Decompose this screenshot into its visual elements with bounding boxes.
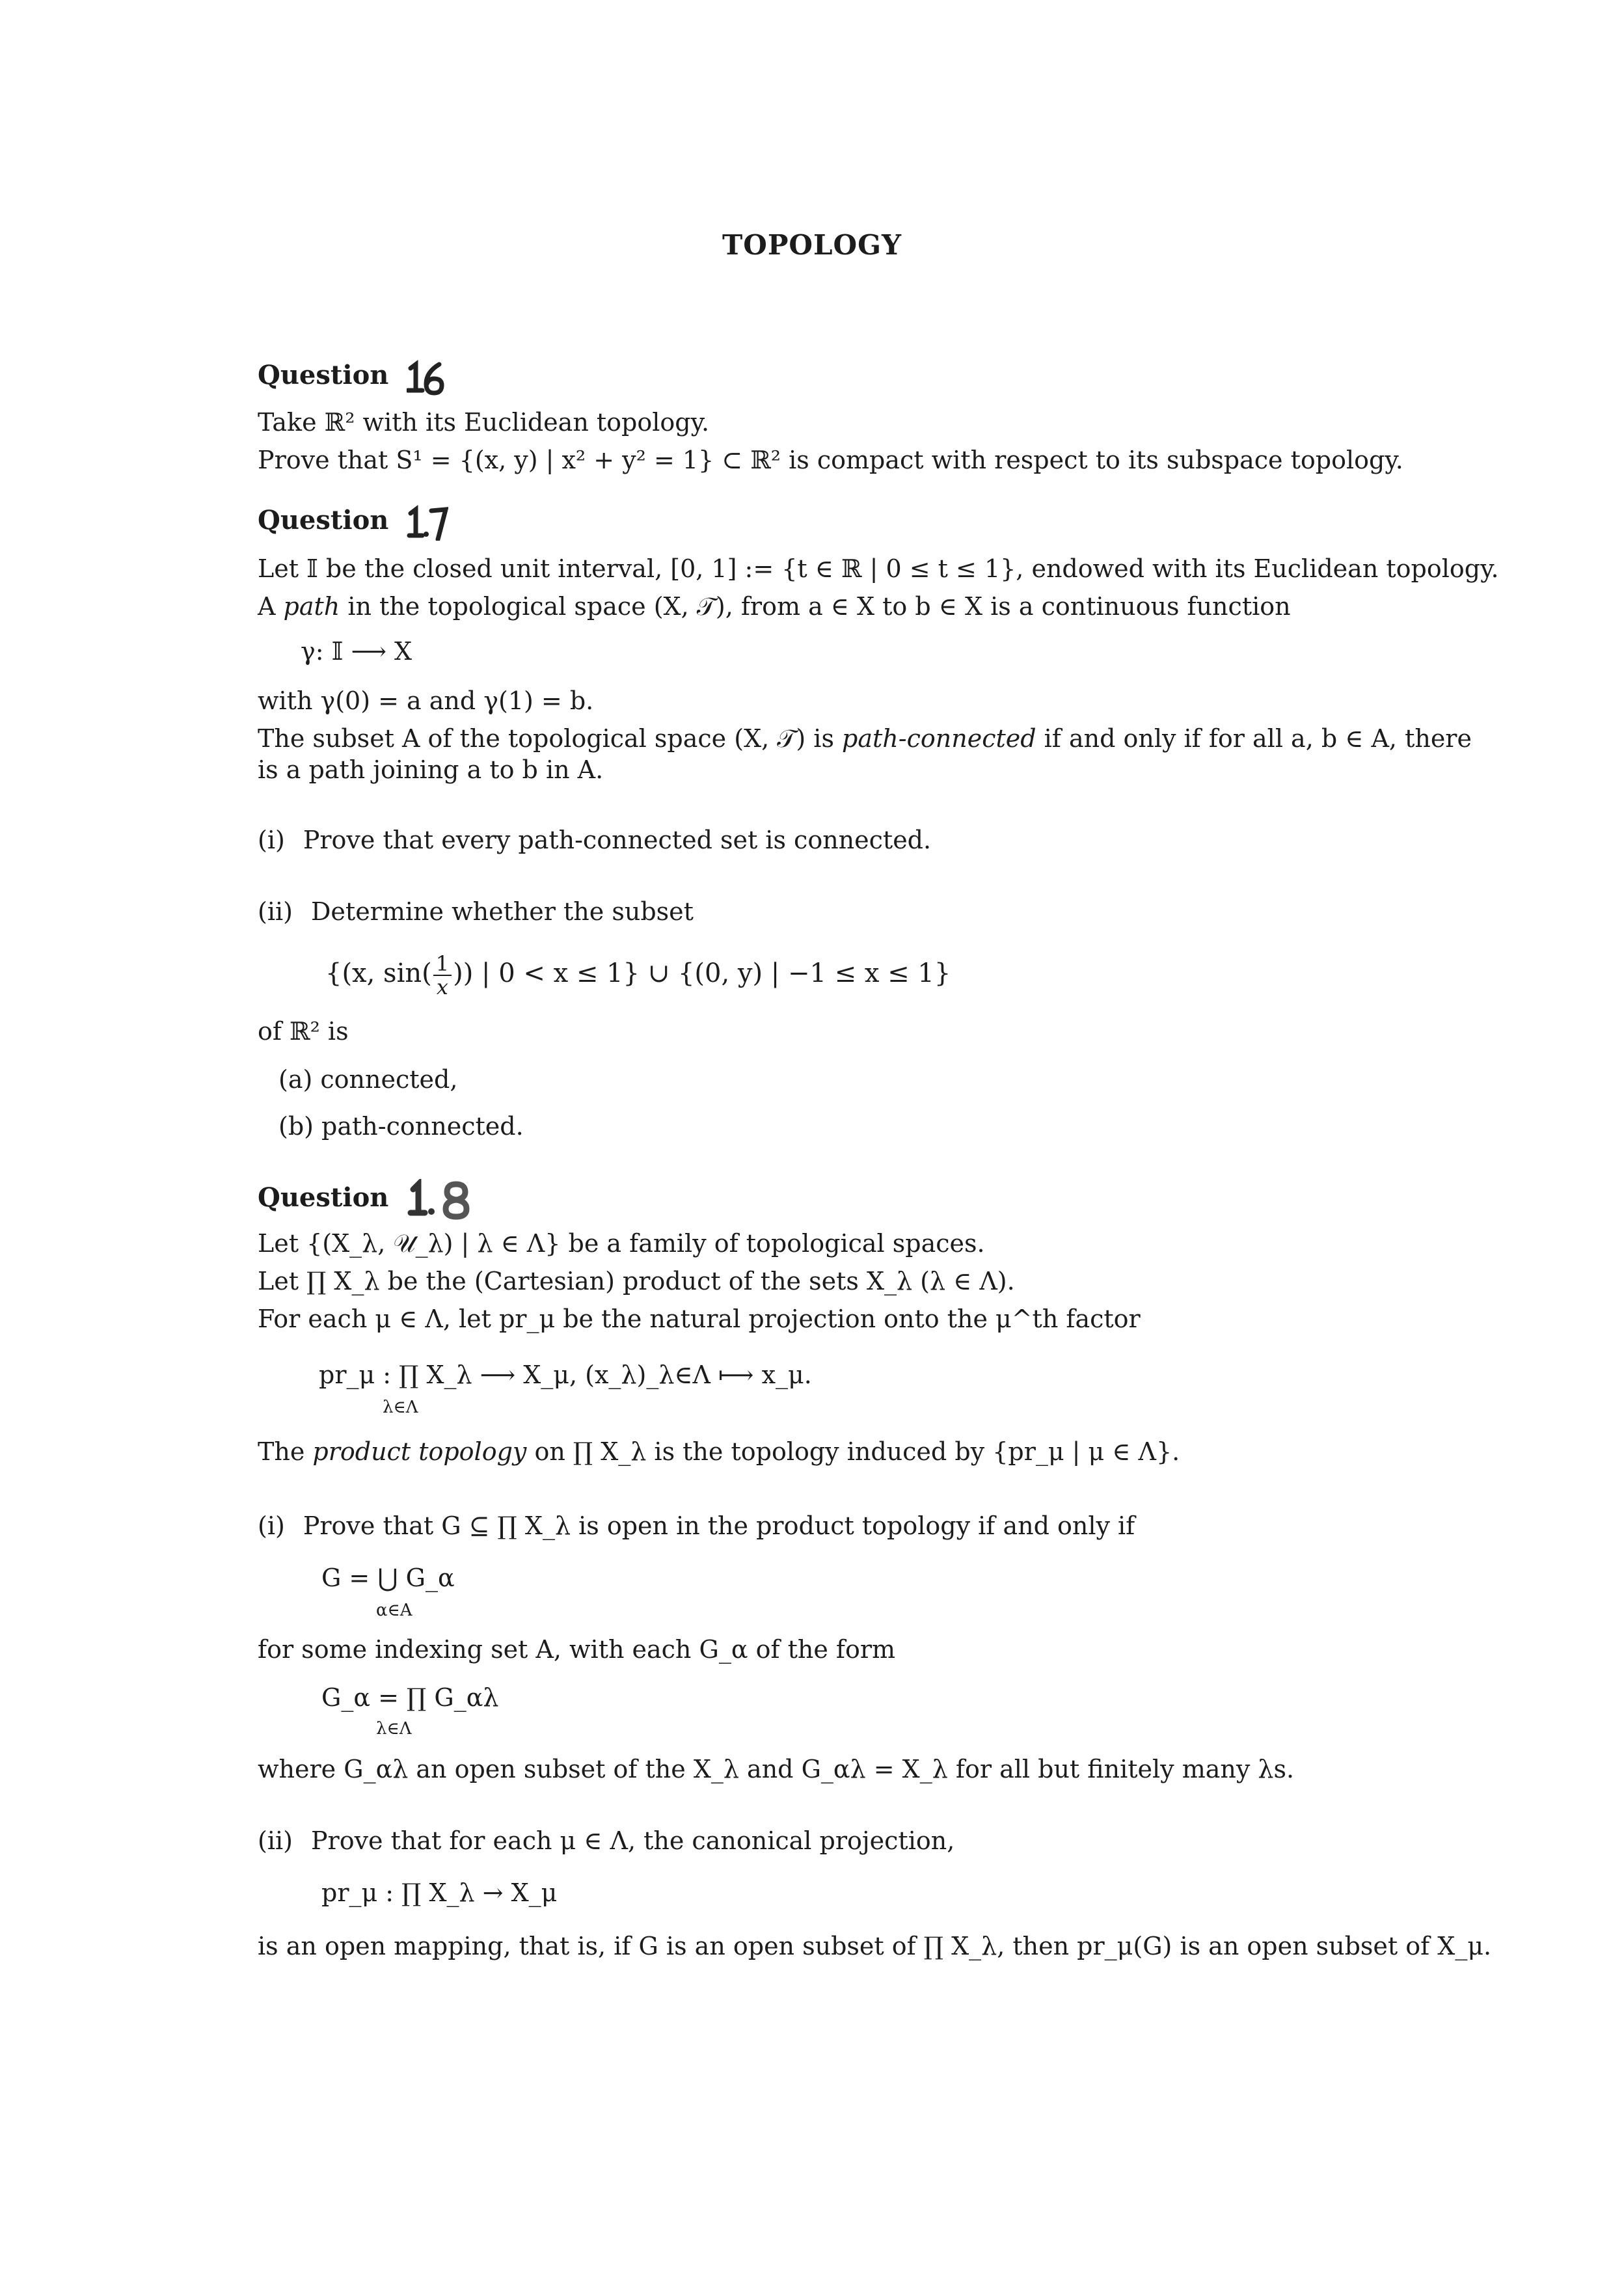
q17-line-4: is a path joining a to b in A. [258,755,604,784]
question-label: Question [258,505,389,535]
q18-where-line: where G_αλ an open subset of the X_λ and G_αλ = X_λ for all but finitely many λs. [258,1755,1295,1783]
q18-line-1: Let {(X_λ, 𝒰_λ) | λ ∈ Λ} be a family of topological spaces. [258,1229,985,1258]
q17-part-ii: (ii) Determine whether the subset [258,897,694,926]
q17-with-line: with γ(0) = a and γ(1) = b. [258,686,594,715]
q17-set-display: {(x, sin( $\frac{1}{x}$ )) | 0 < x ≤ 1} ∪ {(0, y) | −1 ≤ x ≤ 1} [325,951,951,999]
q17-sub-a: (a) connected, [278,1065,458,1094]
q18-union-subscript: α∈A [376,1601,413,1620]
question-label: Question [258,1182,389,1213]
q16-line-2: Prove that S¹ = {(x, y) | x² + y² = 1} ⊂ ℝ² is compact with respect to its subspace topology. [258,446,1403,474]
q17-line-3: The subset A of the topological space (X, 𝒯) is path-connected if and only if for all a, b ∈ A, there [258,724,1472,753]
q18-product-topology: The product topology on ∏ X_λ is the topology induced by {pr_μ | μ ∈ Λ}. [258,1437,1180,1466]
handwritten-number-18 [407,1179,485,1221]
handwritten-number-16 [407,359,446,396]
q18-line-3: For each μ ∈ Λ, let pr_μ be the natural projection onto the μ^th factor [258,1305,1141,1333]
q18-projection-subscript: λ∈Λ [383,1398,418,1417]
q18-projection-display: pr_μ : ∏ X_λ ⟶ X_μ, (x_λ)_λ∈Λ ⟼ x_μ. [319,1361,812,1389]
q17-gamma-display: γ: 𝕀 ⟶ X [301,637,413,666]
q18-open-mapping: is an open mapping, that is, if G is an open subset of ∏ X_λ, then pr_μ(G) is an open subset of X_μ. [258,1932,1492,1960]
question-18-heading [258,1179,485,1221]
q17-part-i: (i) Prove that every path-connected set is connected. [258,826,932,854]
question-16-heading [258,359,446,396]
fraction-denominator: x [436,975,448,999]
q18-part-ii: (ii) Prove that for each μ ∈ Λ, the canonical projection, [258,1826,955,1855]
q18-part-i: (i) Prove that G ⊆ ∏ X_λ is open in the product topology if and only if [258,1511,1135,1540]
q18-projection2-display: pr_μ : ∏ X_λ → X_μ [321,1878,558,1907]
q18-line-2: Let ∏ X_λ be the (Cartesian) product of the sets X_λ (λ ∈ Λ). [258,1267,1015,1295]
q17-sub-b: (b) path-connected. [278,1112,524,1141]
question-label: Question [258,360,389,390]
q18-galpha-subscript: λ∈Λ [376,1719,412,1739]
fraction-numerator: 1 [433,953,452,976]
q18-union-display: G = ⋃ G_α [321,1564,455,1592]
q16-line-1: Take ℝ² with its Euclidean topology. [258,408,710,437]
q17-line-1: Let 𝕀 be the closed unit interval, [0, 1] := {t ∈ ℝ | 0 ≤ t ≤ 1}, endowed with its Euclidean topology. [258,554,1499,583]
q17-of-r2: of ℝ² is [258,1017,349,1046]
q18-galpha-display: G_α = ∏ G_αλ [321,1683,499,1712]
q17-line-2: A path in the topological space (X, 𝒯), from a ∈ X to b ∈ X is a continuous function [258,592,1291,621]
question-17-heading [258,504,448,541]
handwritten-number-17 [407,504,448,541]
page-title: TOPOLOGY [722,229,902,261]
q18-for-some: for some indexing set A, with each G_α of the form [258,1635,896,1664]
